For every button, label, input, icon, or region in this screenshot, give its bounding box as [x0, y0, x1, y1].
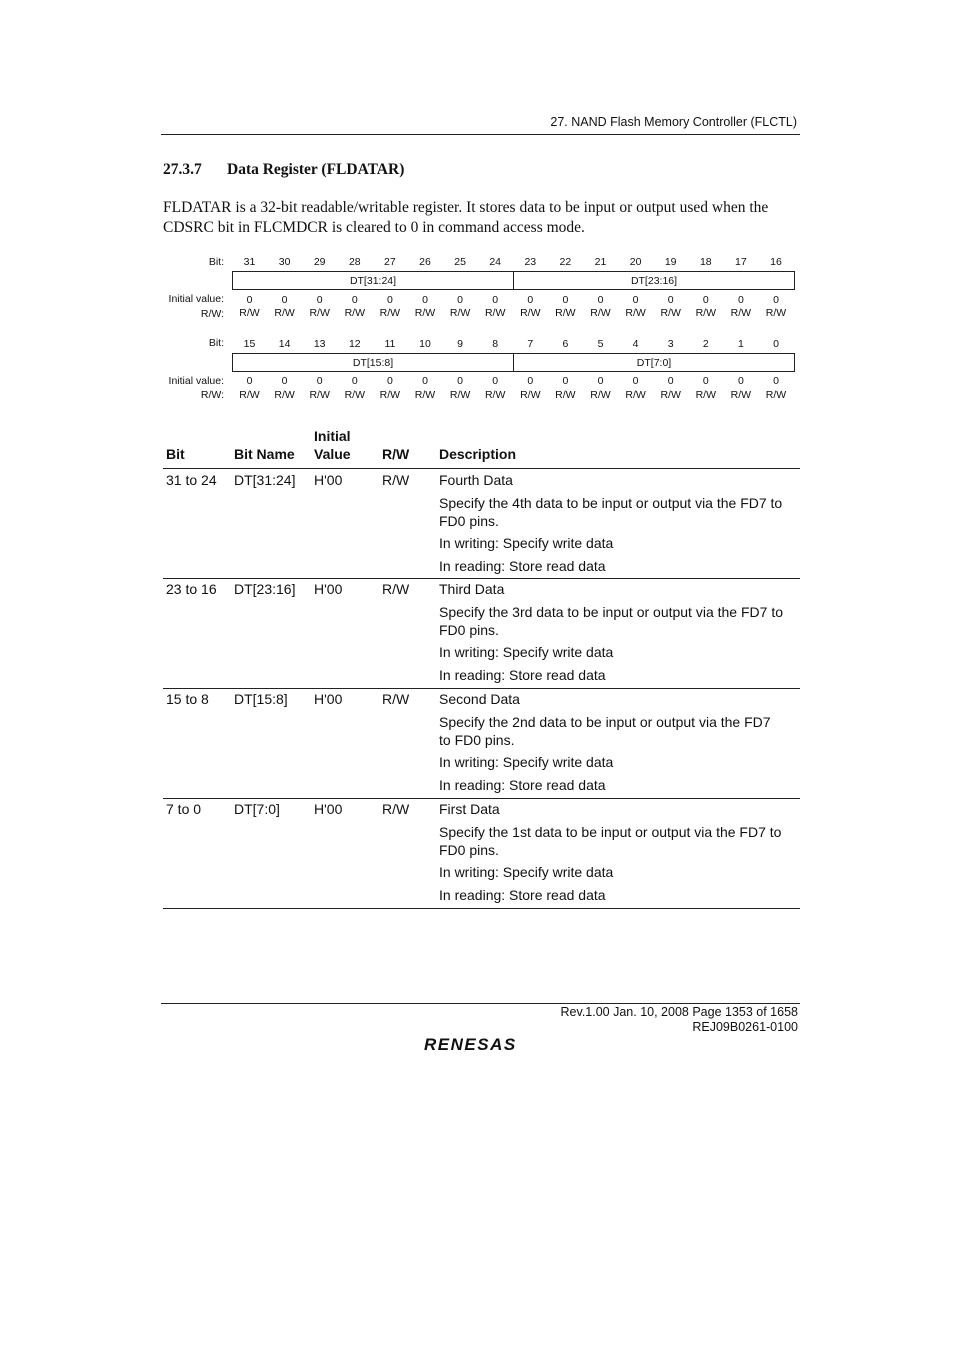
bit-number: 27	[384, 256, 396, 268]
rw-value: R/W	[309, 307, 330, 319]
rw-value: R/W	[555, 307, 576, 319]
initial-value: 0	[422, 294, 428, 306]
initial-value: 0	[737, 375, 744, 387]
desc-read: In reading: Store read data	[439, 776, 606, 793]
rw-value: R/W	[274, 389, 295, 401]
desc-write: In writing: Specify write data	[439, 754, 614, 770]
footer-document-number: REJ09B0261-0100	[692, 1020, 798, 1034]
rw-value: R/W	[414, 307, 436, 319]
rw-value: R/W	[730, 307, 752, 319]
bit-number: 24	[489, 256, 502, 268]
row-description	[439, 690, 799, 798]
running-header: 27. NAND Flash Memory Controller (FLCTL)	[550, 115, 797, 129]
rw-value: R/W	[414, 389, 436, 401]
row-divider	[163, 578, 800, 579]
footer-rule	[161, 1003, 800, 1004]
bit-number: 3	[667, 338, 674, 350]
bit-number: 28	[348, 256, 361, 268]
rw-value: R/W	[660, 307, 681, 319]
initial-value: 0	[281, 294, 288, 306]
rw-value: R/W	[344, 389, 365, 401]
row-bit: 23 to 16	[166, 581, 217, 597]
table-bottom-rule	[163, 908, 800, 909]
desc-read: In reading: Store read data	[439, 666, 606, 683]
row-bit-name: DT[31:24]	[234, 472, 296, 488]
bit-number: 20	[629, 256, 642, 268]
initial-value: 0	[667, 294, 674, 306]
rw-value: R/W	[239, 389, 260, 401]
initial-value: 0	[562, 375, 569, 387]
initial-value: 0	[702, 294, 709, 306]
bit-number: 26	[419, 256, 431, 268]
desc-text: Specify the 2nd data to be input or output via the FD7 to FD0 pins.	[439, 713, 771, 748]
bit-label: Bit:	[208, 337, 224, 349]
rw-value: R/W	[695, 307, 716, 319]
header-description: Description	[439, 446, 517, 462]
initial-value: 0	[562, 294, 569, 306]
header-bit: Bit	[166, 446, 185, 462]
desc-text: Specify the 1st data to be input or output via the FD7 to FD0 pins.	[439, 823, 782, 858]
rw-value: R/W	[590, 307, 611, 319]
row-rw: R/W	[382, 801, 410, 817]
desc-title: Second Data	[439, 691, 520, 707]
bit-number: 7	[527, 338, 534, 350]
desc-write: In writing: Specify write data	[439, 864, 614, 880]
bit-number: 16	[770, 256, 782, 268]
intro-line: CDSRC bit in FLCMDCR is cleared to 0 in command access mode.	[163, 219, 585, 236]
row-bit: 31 to 24	[166, 472, 217, 488]
initial-value: 0	[281, 375, 288, 387]
initial-value: 0	[527, 375, 534, 387]
row-rw: R/W	[382, 472, 410, 488]
row-initial: H'00	[314, 581, 343, 597]
bit-number: 31	[243, 256, 256, 268]
rw-value: R/W	[484, 307, 506, 319]
initial-value: 0	[386, 294, 393, 306]
initial-value: 0	[316, 294, 323, 306]
bit-number: 8	[492, 338, 499, 350]
initial-value: 0	[457, 294, 464, 306]
bit-number: 23	[524, 256, 537, 268]
field-dt-31-24: DT[31:24]	[349, 274, 397, 287]
bit-number: 4	[632, 338, 639, 350]
header-value: Value	[314, 446, 351, 462]
desc-read: In reading: Store read data	[439, 886, 606, 903]
row-description	[439, 800, 799, 908]
bit-number: 0	[773, 338, 779, 350]
bit-label: Bit:	[208, 256, 224, 268]
initial-value: 0	[702, 375, 709, 387]
bit-number: 30	[278, 256, 291, 268]
initial-value: 0	[773, 294, 779, 306]
row-rw: R/W	[382, 691, 410, 707]
header-bit-name: Bit Name	[234, 446, 295, 462]
initial-value: 0	[386, 375, 393, 387]
bit-number: 10	[419, 338, 431, 350]
rw-value: R/W	[344, 307, 365, 319]
intro-paragraph	[163, 198, 799, 238]
rw-value: R/W	[695, 389, 716, 401]
initial-value: 0	[351, 294, 358, 306]
desc-write: In writing: Specify write data	[439, 535, 614, 551]
row-description	[439, 580, 799, 688]
row-description	[439, 471, 799, 579]
row-bit: 15 to 8	[166, 691, 209, 707]
rw-value: R/W	[449, 389, 471, 401]
bit-number: 22	[559, 256, 572, 268]
bit-number: 25	[454, 256, 466, 268]
register-field-box	[232, 271, 795, 290]
rw-value: R/W	[449, 307, 471, 319]
rw-label: R/W:	[200, 389, 224, 401]
header-rule	[161, 134, 800, 135]
rw-value: R/W	[309, 389, 330, 401]
field-dt-15-8: DT[15:8]	[352, 356, 394, 369]
row-bit-name: DT[15:8]	[234, 691, 288, 707]
rw-value: R/W	[239, 307, 260, 319]
bit-number: 21	[594, 256, 607, 268]
row-divider	[163, 688, 800, 689]
bit-number: 18	[699, 256, 712, 268]
row-bit-name: DT[7:0]	[234, 801, 280, 817]
row-divider	[163, 798, 800, 799]
initial-value: 0	[597, 375, 604, 387]
initial-value: 0	[773, 375, 779, 387]
rw-value: R/W	[590, 389, 611, 401]
initial-value-label: Initial value:	[168, 375, 224, 387]
row-initial: H'00	[314, 472, 343, 488]
row-bit-name: DT[23:16]	[234, 581, 296, 597]
bit-number: 11	[384, 338, 396, 350]
bit-number: 2	[702, 338, 709, 350]
initial-value: 0	[632, 375, 639, 387]
desc-title: First Data	[439, 801, 500, 817]
bit-number: 12	[348, 338, 361, 350]
initial-value: 0	[527, 294, 534, 306]
rw-value: R/W	[765, 307, 787, 319]
initial-value: 0	[246, 294, 253, 306]
initial-value: 0	[457, 375, 464, 387]
rw-value: R/W	[660, 389, 681, 401]
bit-number: 19	[664, 256, 677, 268]
header-rw: R/W	[382, 446, 410, 462]
rw-value: R/W	[379, 389, 401, 401]
initial-value: 0	[632, 294, 639, 306]
bit-number: 14	[278, 338, 291, 350]
rw-value: R/W	[555, 389, 576, 401]
initial-value: 0	[316, 375, 323, 387]
field-dt-7-0: DT[7:0]	[636, 356, 672, 369]
initial-value: 0	[597, 294, 604, 306]
initial-value: 0	[492, 375, 499, 387]
rw-value: R/W	[625, 307, 646, 319]
desc-title: Fourth Data	[439, 472, 513, 488]
row-bit: 7 to 0	[166, 801, 202, 817]
bit-number: 13	[313, 338, 326, 350]
rw-value: R/W	[520, 307, 541, 319]
section-number: 27.3.7	[163, 161, 202, 178]
initial-value-label: Initial value:	[168, 293, 224, 305]
initial-value: 0	[351, 375, 358, 387]
rw-value: R/W	[379, 307, 401, 319]
initial-value: 0	[737, 294, 744, 306]
rw-value: R/W	[520, 389, 541, 401]
rw-value: R/W	[765, 389, 787, 401]
svg-text:RENESAS: RENESAS	[424, 1035, 517, 1054]
row-initial: H'00	[314, 801, 343, 817]
desc-read: In reading: Store read data	[439, 557, 606, 574]
desc-title: Third Data	[439, 581, 505, 597]
initial-value: 0	[492, 294, 499, 306]
rw-label: R/W:	[200, 308, 224, 320]
desc-write: In writing: Specify write data	[439, 644, 614, 660]
row-initial: H'00	[314, 691, 343, 707]
intro-line: FLDATAR is a 32-bit readable/writable register. It stores data to be input or output used when the	[163, 199, 769, 216]
rw-value: R/W	[484, 389, 506, 401]
table-header-rule	[163, 468, 800, 469]
initial-value: 0	[667, 375, 674, 387]
renesas-logo	[422, 1033, 542, 1060]
rw-value: R/W	[730, 389, 752, 401]
bit-number: 17	[735, 256, 747, 268]
register-field-box	[232, 353, 795, 372]
bit-number: 15	[243, 338, 256, 350]
bit-number: 1	[737, 338, 744, 350]
bit-number: 9	[457, 338, 464, 350]
section-title-text: Data Register (FLDATAR)	[227, 161, 405, 178]
rw-value: R/W	[625, 389, 646, 401]
bit-number: 29	[313, 256, 326, 268]
footer-revision: Rev.1.00 Jan. 10, 2008 Page 1353 of 1658	[560, 1005, 798, 1019]
header-initial: Initial	[314, 428, 351, 444]
initial-value: 0	[246, 375, 253, 387]
page-footer	[0, 1005, 798, 1035]
bit-number: 5	[597, 338, 604, 350]
bit-number: 6	[562, 338, 569, 350]
desc-text: Specify the 3rd data to be input or output via the FD7 to FD0 pins.	[439, 603, 783, 638]
rw-value: R/W	[274, 307, 295, 319]
initial-value: 0	[422, 375, 428, 387]
row-rw: R/W	[382, 581, 410, 597]
section-title	[163, 161, 404, 179]
desc-text: Specify the 4th data to be input or output via the FD7 to FD0 pins.	[439, 494, 783, 529]
field-dt-23-16: DT[23:16]	[630, 274, 678, 287]
